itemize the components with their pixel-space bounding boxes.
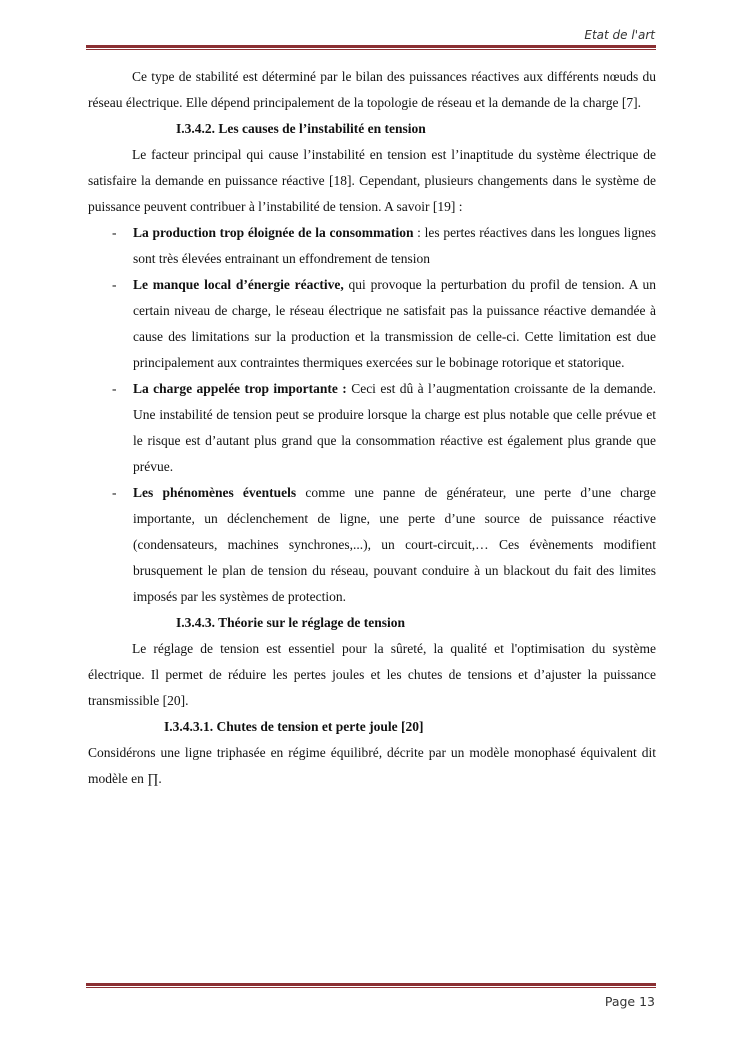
bullet-dash: -	[112, 381, 117, 396]
paragraph-facteur-principal: Le facteur principal qui cause l’instabilité en tension est l’inaptitude du système électrique de satisfaire la demande en puissance réactive [18]. Cependant, plusieurs changements dans le système de puissance peuvent contribuer à l’instabilité de tension. A savoir [19] :	[88, 147, 656, 214]
list-item	[88, 272, 656, 376]
paragraph-reglage-tension: Le réglage de tension est essentiel pour la sûreté, la qualité et l'optimisation du système électrique. Il permet de réduire les pertes joules et les chutes de tensions et d’ajuster la puissance transmissible [20].	[88, 641, 656, 708]
list-item-text: : les pertes réactives dans les longues lignes sont très élevées entrainant un effondrement de tension	[133, 225, 657, 266]
list-item-text: qui provoque la perturbation du profil de tension. A un certain niveau de charge, le réseau électrique ne satisfait pas la puissance réactive demandée à cause des limitations sur la production et la transmission de celle-ci. Cette limitation est due principalement aux contraintes thermiques exercées sur le bobinage rotorique et statorique.	[133, 277, 656, 370]
paragraph-stabilite: Ce type de stabilité est déterminé par le bilan des puissances réactives aux différents nœuds du réseau électrique. Elle dépend principalement de la topologie de réseau et la demande de la charge [7].	[88, 69, 656, 110]
heading-chutes-tension: I.3.4.3.1. Chutes de tension et perte joule [20]	[164, 719, 424, 734]
list-item-title: La charge appelée trop importante :	[133, 381, 347, 396]
list-item	[88, 376, 656, 480]
heading-causes-instabilite: I.3.4.2. Les causes de l’instabilité en tension	[176, 121, 426, 136]
page-number: Page 13	[604, 994, 655, 1009]
page-content	[88, 64, 656, 792]
heading-theorie-reglage: I.3.4.3. Théorie sur le réglage de tension	[176, 615, 405, 630]
list-item-text: Ceci est dû à l’augmentation croissante de la demande. Une instabilité de tension peut se produire lorsque la charge est plus notable que celle prévue et le risque est d’autant plus grand que la consommation réactive est également plus grande que prévue.	[133, 381, 656, 474]
list-item-text: comme une panne de générateur, une perte d’une charge importante, un déclenchement de ligne, une perte d’une source de puissance réactive (condensateurs, machines synchrones,...), un court-circuit,… Ces évènements modifient brusquement le plan de tension du réseau, pouvant conduire à un blackout du fait des limites imposés par les systèmes de protection.	[133, 485, 656, 604]
list-item-title: Le manque local d’énergie réactive,	[133, 277, 344, 292]
list-item-title: Les phénomènes éventuels	[133, 485, 297, 500]
bullet-dash: -	[112, 225, 117, 240]
running-header-title: Etat de l'art	[584, 28, 655, 42]
footer-rule	[86, 983, 656, 988]
list-item	[88, 480, 656, 610]
bullet-dash: -	[112, 277, 117, 292]
paragraph-ligne-triphasee: Considérons une ligne triphasée en régime équilibré, décrite par un modèle monophasé équivalent dit modèle en ∏.	[88, 745, 656, 786]
list-item-title: La production trop éloignée de la consommation	[133, 225, 414, 240]
bullet-dash: -	[112, 485, 117, 500]
causes-list	[88, 220, 656, 610]
header-rule	[86, 45, 656, 50]
list-item	[88, 220, 656, 272]
